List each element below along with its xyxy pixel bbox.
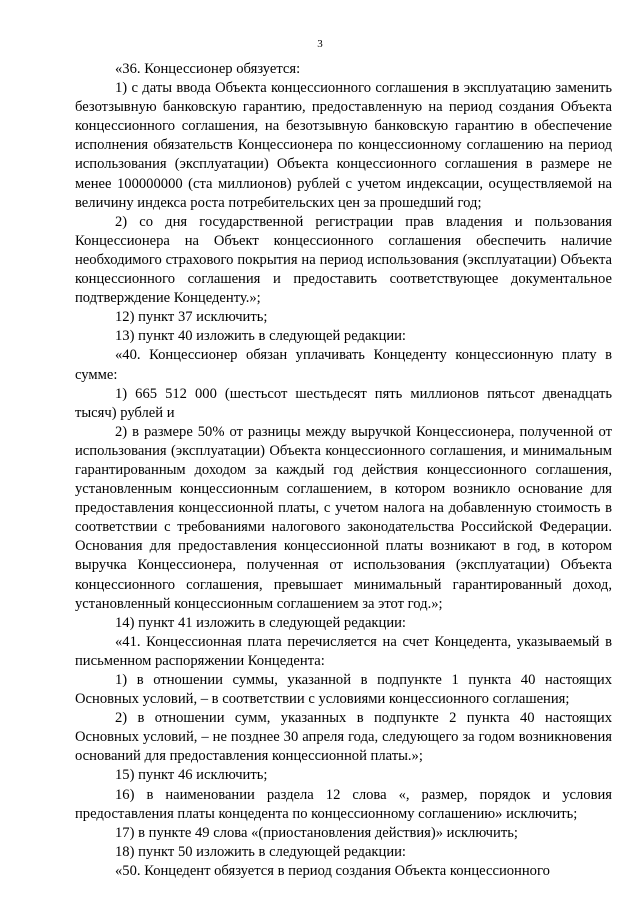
amendment-14: 14) пункт 41 изложить в следующей редакции: bbox=[115, 614, 406, 631]
paragraph-36-item-1: 1) с даты ввода Объекта концессионного соглашения в эксплуатацию заменить безотзывную банковскую гарантию, предоставленную на период создания Объекта концессионного соглашения, на безотзывную банковскую гарантию в обеспечение исполнения обязательств Концессионера по концессионному соглашению на период использования (эксплуатации) Объекта концессионного соглашения в размере не менее 100000000 (ста миллионов) рублей с учетом индексации, осуществляемой на величину индекса роста потребительских цен за прошедший год; bbox=[75, 80, 612, 211]
amendment-15: 15) пункт 46 исключить; bbox=[115, 767, 268, 784]
amendment-13: 13) пункт 40 изложить в следующей редакции: bbox=[115, 328, 406, 345]
page-number: 3 bbox=[317, 38, 323, 50]
amendment-18: 18) пункт 50 изложить в следующей редакции: bbox=[115, 843, 406, 860]
paragraph-40-item-2: 2) в размере 50% от разницы между выручкой Концессионера, полученной от использования (эксплуатации) Объекта концессионного соглашения, и минимальным гарантированным доходом за каждый год действия концессионного соглашения, установленным концессионным соглашением, в котором возникло основание для предоставления концессионной платы, с учетом налога на добавленную стоимость в соответствии с требованиями налогового законодательства Российской Федерации. Основания для предоставления концессионной платы возникают в год, в котором выручка Концессионера, полученная от использования (эксплуатации) Объекта концессионного соглашения, превышает минимальный гарантированный доход, установленный концессионным соглашением за этот год.»; bbox=[75, 423, 612, 612]
paragraph-36-item-2: 2) со дня государственной регистрации прав владения и пользования Концессионера на Объект концессионного соглашения обеспечить наличие необходимого страхового покрытия на период использования (эксплуатации) Объекта концессионного соглашения и предоставить соответствующее документальное подтверждение Концеденту.»; bbox=[75, 213, 612, 307]
paragraph-40-heading: «40. Концессионер обязан уплачивать Концеденту концессионную плату в сумме: bbox=[75, 347, 612, 383]
paragraph-50-heading: «50. Концедент обязуется в период создания Объекта концессионного bbox=[115, 862, 550, 879]
paragraph-41-item-2: 2) в отношении сумм, указанных в подпункте 2 пункта 40 настоящих Основных условий, – не позднее 30 апреля года, следующего за годом возникновения оснований для предоставления концессионной платы.»; bbox=[75, 710, 612, 765]
paragraph-41-heading: «41. Концессионная плата перечисляется на счет Концедента, указываемый в письменном распоряжении Концедента: bbox=[75, 633, 612, 669]
paragraph-41-item-1: 1) в отношении суммы, указанной в подпункте 1 пункта 40 настоящих Основных условий, – в соответствии с условиями концессионного соглашения; bbox=[75, 672, 612, 708]
amendment-16: 16) в наименовании раздела 12 слова «, размер, порядок и условия предоставления платы концедента по концессионному соглашению» исключить; bbox=[75, 786, 612, 822]
paragraph-36-heading: «36. Концессионер обязуется: bbox=[115, 61, 301, 77]
amendment-17: 17) в пункте 49 слова «(приостановления действия)» исключить; bbox=[115, 824, 518, 841]
amendment-12: 12) пункт 37 исключить; bbox=[115, 309, 268, 326]
document-body bbox=[75, 60, 612, 881]
paragraph-40-item-1: 1) 665 512 000 (шестьсот шестьдесят пять миллионов пятьсот двенадцать тысяч) рублей и bbox=[75, 385, 612, 421]
